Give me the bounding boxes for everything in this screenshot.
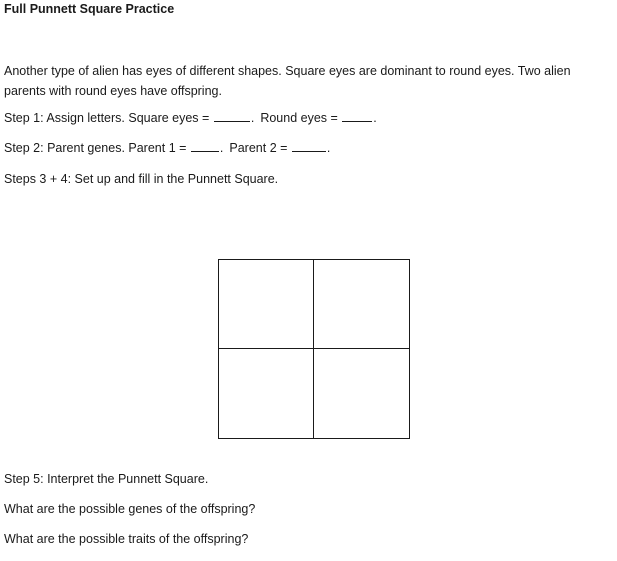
step-5-line: Step 5: Interpret the Punnett Square. (4, 472, 209, 486)
step-1-suffix: . (373, 111, 377, 125)
step-1-prefix: Step 1: Assign letters. Square eyes = (4, 111, 210, 125)
punnett-cell-top-left[interactable] (219, 260, 314, 349)
step-1-middle: . (250, 111, 255, 125)
parent-1-blank[interactable] (191, 140, 219, 152)
question-possible-genes: What are the possible genes of the offspring? (4, 502, 256, 516)
round-eyes-blank[interactable] (342, 110, 372, 122)
step-2-prefix: Step 2: Parent genes. Parent 1 = (4, 141, 187, 155)
intro-paragraph: Another type of alien has eyes of different shapes. Square eyes are dominant to round eyes. Two alien parents with round eyes have offspring. (4, 64, 571, 98)
parent-2-label: Parent 2 = (229, 141, 288, 155)
square-eyes-blank[interactable] (214, 110, 250, 122)
step-2-line (4, 140, 330, 156)
punnett-cell-bottom-left[interactable] (219, 349, 314, 438)
step-2-middle: . (219, 141, 224, 155)
punnett-cell-top-right[interactable] (314, 260, 409, 349)
step-3-4-line: Steps 3 + 4: Set up and fill in the Punnett Square. (4, 172, 279, 186)
question-possible-traits: What are the possible traits of the offspring? (4, 532, 249, 546)
step-2-suffix: . (326, 141, 331, 155)
parent-2-blank[interactable] (292, 140, 326, 152)
step-1-line (4, 110, 377, 126)
punnett-square (218, 259, 410, 439)
round-eyes-label: Round eyes = (260, 111, 338, 125)
page-title: Full Punnett Square Practice (4, 2, 175, 16)
punnett-cell-bottom-right[interactable] (314, 349, 409, 438)
